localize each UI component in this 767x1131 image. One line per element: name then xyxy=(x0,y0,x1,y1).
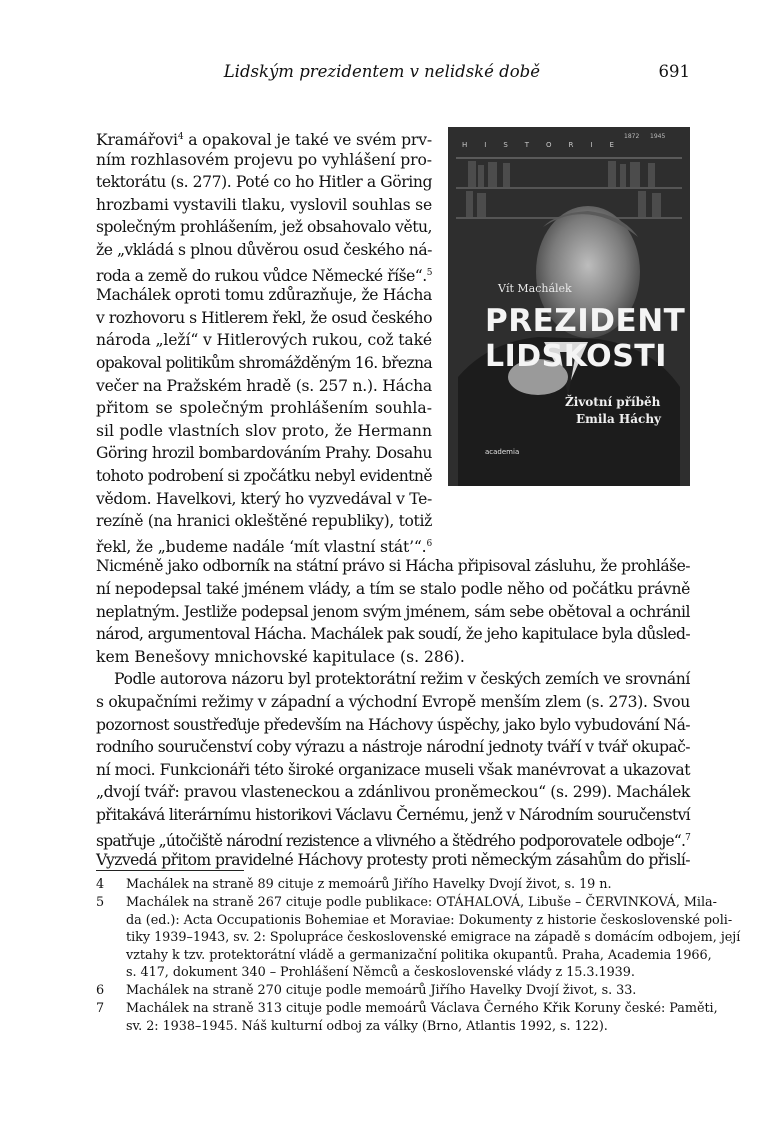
body-line: vědom. Havelkovi, který ho vyzvedával v Te- xyxy=(96,489,432,508)
body-line: ní nepodepsal také jménem vlády, a tím se stalo podle něho od počátku právně xyxy=(96,580,690,598)
body-line: roda a země do rukou vůdce Německé říše“.$^5$ xyxy=(96,266,432,285)
footnote-line: da (ed.): Acta Occupationis Bohemiae et Moraviae: Dokumenty z historie československé poli- xyxy=(126,912,733,928)
cover-subtitle-line-2: Emila Háchy xyxy=(576,412,662,426)
body-line: Podle autorova názoru byl protektorátní režim v českých zemích ve srovnání xyxy=(114,670,690,689)
footnote-line: Machálek na straně 267 cituje podle publikace: OTÁHALOVÁ, Libuše – ČERVINKOVÁ, Mila- xyxy=(126,895,717,910)
footnote-ref: 6 xyxy=(426,538,432,549)
footnote-line: s. 417, dokument 340 – Prohlášení Němců a československé vlády z 15.3.1939. xyxy=(126,965,635,981)
footnote-number: 5 xyxy=(96,895,105,910)
body-line: neplatným. Jestliže podepsal jenom svým jménem, sám sebe obětoval a ochránil xyxy=(96,602,690,621)
body-line: rezíně (na hranici okleštěné republiky), totiž xyxy=(96,512,432,531)
footnote-line: Machálek na straně 270 cituje podle memoárů Jiřího Havelky Dvojí život, s. 33. xyxy=(126,983,637,998)
body-line: tektorátu (s. 277). Poté co ho Hitler a Göring xyxy=(96,173,432,192)
footnote xyxy=(96,1000,718,1036)
cover-title-line-1: PREZIDENT xyxy=(485,303,686,339)
footnote-ref: 4 xyxy=(177,132,184,142)
body-line: ní moci. Funkcionáři této široké organizace museli však manévrovat a ukazovat xyxy=(96,760,690,779)
cover-publisher: academia xyxy=(485,448,520,456)
body-line: Vyzvedá přitom pravidelné Háchovy protesty proti německým zásahům do přislí- xyxy=(96,851,690,870)
footnote-line: tiky 1939–1943, sv. 2: Spolupráce československé emigrace na západě s domácím odbojem, její xyxy=(126,930,741,946)
body-line: tohoto podrobení si zpočátku nebyl evidentně xyxy=(96,467,432,485)
body-line: společným prohlášením, jež obsahovalo větu, xyxy=(96,218,432,237)
page-number: 691 xyxy=(658,62,690,81)
body-line: hrozbami vystavili tlaku, vyslovil souhlas se xyxy=(96,195,432,214)
footnote-line: Machálek na straně 313 cituje podle memoárů Václava Černého Křik Koruny české: Paměti, xyxy=(126,1001,718,1016)
body-line: řekl, že „budeme nadále ‘mít vlastní stát’“.$^6$ xyxy=(96,537,432,556)
footnote-ref: 5 xyxy=(426,267,432,278)
book-cover-image xyxy=(448,127,690,486)
body-line: spatřuje „útočiště národní rezistence a vlivného a štědrého podporovatele odboje“.$^7$ xyxy=(96,831,690,850)
body-line: národ, argumentoval Hácha. Machálek pak soudí, že jeho kapitulace byla důsled- xyxy=(96,625,690,644)
footnote xyxy=(96,876,696,894)
body-line: Nicméně jako odborník na státní právo si Hácha připisoval zásluhu, že prohláše- xyxy=(96,557,690,576)
body-line: ním rozhlasovém projevu po vyhlášení pro- xyxy=(96,150,432,169)
body-line: přitakává literárnímu historikovi Václavu Černému, jenž v Národním souručenství xyxy=(96,806,690,824)
body-line: „dvojí tvář: pravou vlasteneckou a zdánlivou proněmeckou“ (s. 299). Machálek xyxy=(96,783,690,802)
cover-subtitle-line-1: Životní příběh xyxy=(565,395,661,409)
cover-year-end: 1945 xyxy=(650,133,666,140)
cover-author: Vít Machálek xyxy=(498,282,572,295)
body-line: večer na Pražském hradě (s. 257 n.). Hácha xyxy=(96,376,432,395)
footnote-ref: 7 xyxy=(685,832,690,843)
body-line: pozornost soustřeďuje především na Háchovy úspěchy, jako bylo vybudování Ná- xyxy=(96,715,690,734)
cover-series-label: HISTORIE xyxy=(462,141,631,149)
footnote-line: sv. 2: 1938–1945. Náš kulturní odboj za války (Brno, Atlantis 1992, s. 122). xyxy=(126,1018,608,1034)
body-line: s okupačními režimy v západní a východní Evropě menším zlem (s. 273). Svou xyxy=(96,693,690,711)
cover-year-start: 1872 xyxy=(624,133,640,140)
body-line: kem Benešovy mnichovské kapitulace (s. 286). xyxy=(96,647,465,666)
body-line: Kramářovi$^4$ a opakoval je také ve svém prv- xyxy=(96,131,433,150)
body-line: v rozhovoru s Hitlerem řekl, že osud českého xyxy=(96,308,432,327)
footnote-number: 6 xyxy=(96,983,105,998)
body-line: sil podle vlastních slov proto, že Hermann xyxy=(96,421,432,440)
footnote-number: 7 xyxy=(96,1001,105,1016)
cover-title-line-2: LIDSKOSTI xyxy=(485,339,667,374)
body-line: přitom se společným prohlášením souhla- xyxy=(96,399,432,418)
running-header xyxy=(96,62,690,86)
footnote-line: vztahy k tzv. protektorátní vládě a germanizační politika okupantů. Praha, Academia 1966, xyxy=(126,947,712,963)
footnote-separator xyxy=(96,870,244,871)
body-line: rodního souručenství coby výrazu a nástroje národní jednoty tváří v tvář okupač- xyxy=(96,738,690,757)
footnote xyxy=(96,894,741,984)
footnote-line: Machálek na straně 89 cituje z memoárů Jiřího Havelky Dvojí život, s. 19 n. xyxy=(126,877,612,892)
running-title: Lidským prezidentem v nelidské době xyxy=(223,62,540,81)
footnote xyxy=(96,982,696,1000)
body-line: Machálek oproti tomu zdůrazňuje, že Hácha xyxy=(96,286,432,305)
body-line: národa „leží“ v Hitlerových rukou, což také xyxy=(96,331,432,350)
body-line: že „vkládá s plnou důvěrou osud českého ná- xyxy=(96,241,432,259)
footnote-number: 4 xyxy=(96,877,105,892)
body-line: opakoval politikům shromážděným 16. března xyxy=(96,354,433,372)
body-line: Göring hrozil bombardováním Prahy. Dosahu xyxy=(96,444,432,463)
